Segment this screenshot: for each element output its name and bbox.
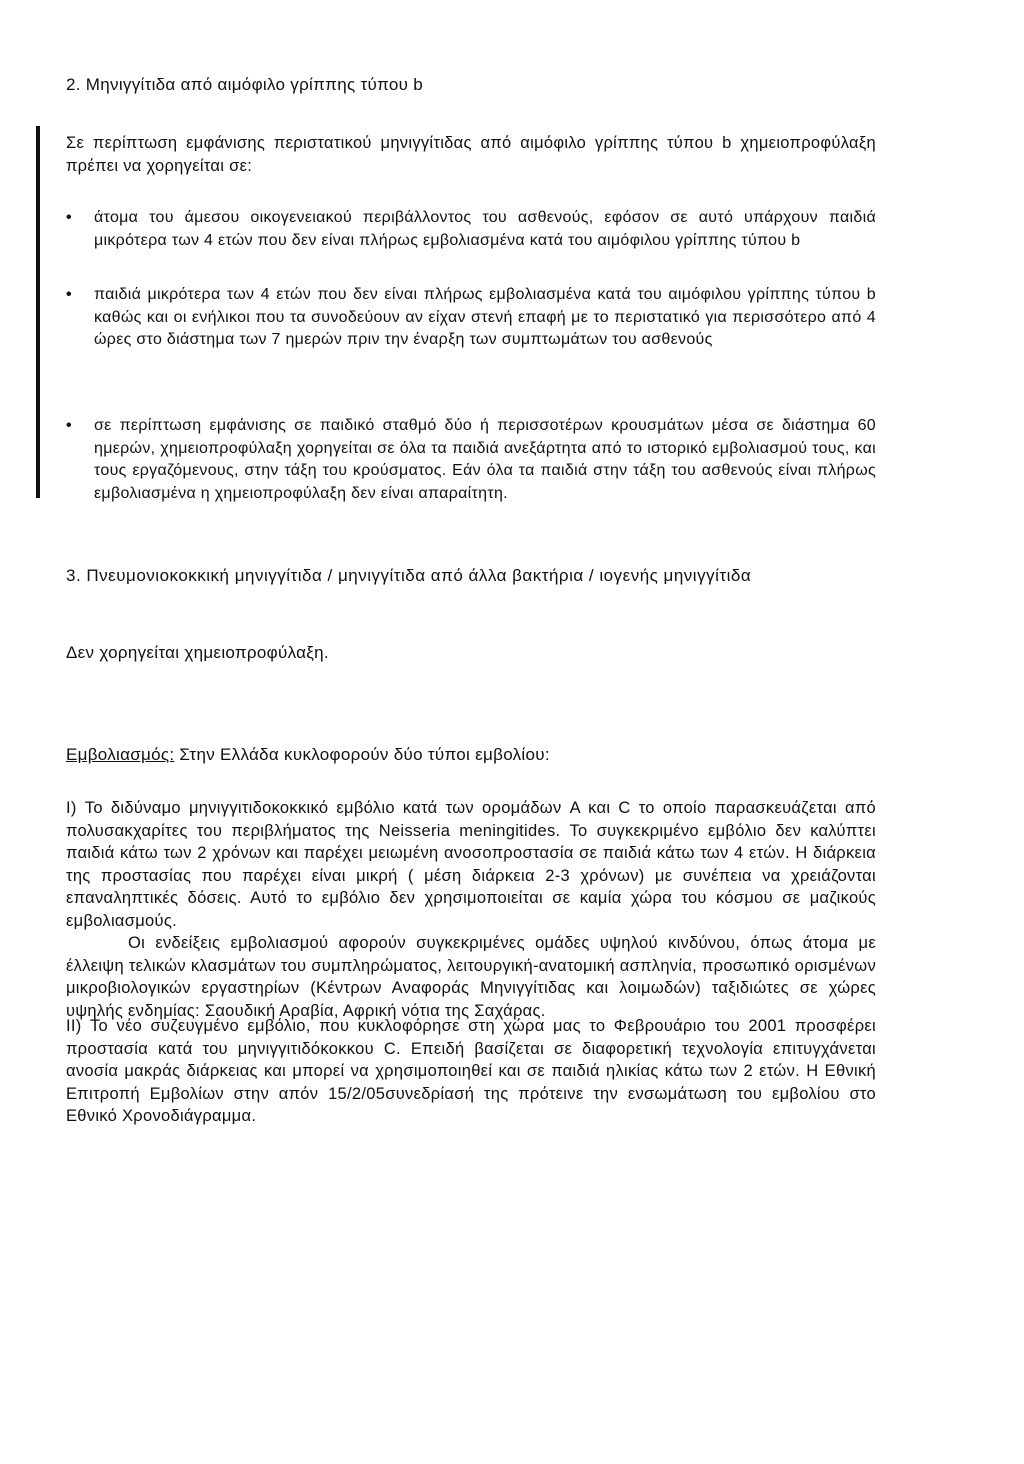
bullet-icon: • [66,417,72,434]
vaccination-intro [66,744,876,767]
list-item-text: σε περίπτωση εμφάνισης σε παιδικό σταθμό δύο ή περισσοτέρων κρουσμάτων μέσα σε διάστημα 60 ημερών, χημειοπροφύλαξη χορηγείται σε όλα τα παιδιά ανεξάρτητα από το ιστορικό εμβολιασμού τους, και τους εργαζόμενους, στην τάξη του κρούσματος. Εάν όλα τα παιδιά στην τάξη του ασθενούς είναι πλήρως εμβολιασμένα η χημειοπροφύλαξη δεν είναι απαραίτητη. [94,417,876,502]
vaccine-item-1-text: I) Το διδύναμο μηνιγγιτιδοκοκκικό εμβόλιο κατά των ορομάδων A και C το οποίο παρασκευάζεται από πολυσακχαρίτες του περιβλήματος της Neisseria meningitides. Το συγκεκριμένο εμβόλιο δεν καλύπτει παιδιά κάτω των 2 χρόνων και παρέχει μειωμένη ανοσοπροστασία σε παιδιά κάτω των 4 ετών. Η διάρκεια της προστασίας που παρέχει είναι μικρή ( μέση διάρκεια 2-3 χρόνων) με συνέπεια να χρειάζονται επαναληπτικές δόσεις. Αυτό το εμβόλιο δεν χρησιμοποιείται σε καμία χώρα του κόσμου σε μαζικούς εμβολιασμούς. [66,799,876,930]
list-item [66,284,876,352]
bullet-icon: • [66,209,72,226]
vaccination-label: Εμβολιασμός: [66,745,175,764]
section-3-title: 3. Πνευμονιοκοκκική μηνιγγίτιδα / μηνιγγίτιδα από άλλα βακτήρια / ιογενής μηνιγγίτιδα [66,566,752,585]
vaccine-item-1-indications-para [66,932,876,1022]
vaccine-item-1 [66,797,876,1022]
vaccination-intro-text: Στην Ελλάδα κυκλοφορούν δύο τύποι εμβολίου: [174,745,550,764]
section-2-intro: Σε περίπτωση εμφάνισης περιστατικού μηνιγγίτιδας από αιμόφιλο γρίππης τύπου b χημειοπροφύλαξη πρέπει να χορηγείται σε: [66,134,876,175]
section-2-title: 2. Μηνιγγίτιδα από αιμόφιλο γρίππης τύπου b [66,75,423,94]
section-3-text: Δεν χορηγείται χημειοπροφύλαξη. [66,643,329,662]
bullet-icon: • [66,286,72,303]
vaccine-item-1-indications: Οι ενδείξεις εμβολιασμού αφορούν συγκεκριμένες ομάδες υψηλού κινδύνου, όπως άτομα με έλλειψη τελικών κλασμάτων του συμπληρώματος, λειτουργική-ανατομική ασπληνία, προσωπικό ορισμένων μικροβιολογικών εργαστηρίων (Κέντρων Αναφοράς Μηνιγγίτιδας και λοιμωδών) ταξιδιώτες σε χώρες υψηλής ενδημίας: Σαουδική Αραβία, Αφρική νότια της Σαχάρας. [66,934,876,1020]
change-bar [36,126,40,498]
list-item [66,207,876,252]
list-item-text: παιδιά μικρότερα των 4 ετών που δεν είναι πλήρως εμβολιασμένα κατά του αιμόφιλου γρίππης τύπου b καθώς και οι ενήλικοι που τα συνοδεύουν αν είχαν στενή επαφή με το περιστατικό για περισσότερο από 4 ώρες στο διάστημα των 7 ημερών πριν την έναρξη των συμπτωμάτων του ασθενούς [94,286,876,349]
list-item-text: άτομα του άμεσου οικογενειακού περιβάλλοντος του ασθενούς, εφόσον σε αυτό υπάρχουν παιδιά μικρότερα των 4 ετών που δεν είναι πλήρως εμβολιασμένα κατά του αιμόφιλου γρίππης τύπου b [94,209,876,249]
vaccine-item-2: II) Το νέο συζευγμένο εμβόλιο, που κυκλοφόρησε στη χώρα μας το Φεβρουάριο του 2001 προσφέρει προστασία κατά του μηνιγγιτιδόκοκκου C. Επειδή βασίζεται σε διαφορετική τεχνολογία επιτυγχάνεται ανοσία μακράς διάρκειας και μπορεί να χρησιμοποιηθεί και σε παιδιά ηλικίας κάτω των 2 ετών. Η Εθνική Επιτροπή Εμβολίων στην απόν 15/2/05συνεδρίασή της πρότεινε την ενσωμάτωση του εμβολίου στο Εθνικό Χρονοδιάγραμμα. [66,1017,876,1125]
list-item [66,415,876,505]
